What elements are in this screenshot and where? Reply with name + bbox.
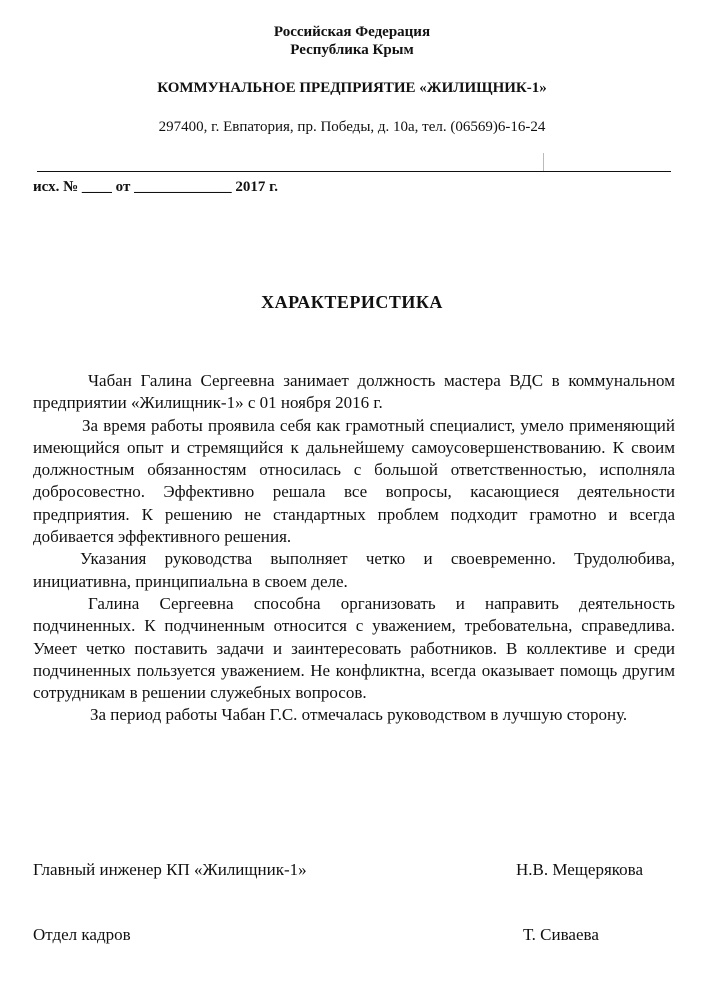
paragraph-conclusion: За период работы Чабан Г.С. отмечалась руководством в лучшую сторону. — [90, 705, 628, 725]
header-address: 297400, г. Евпатория, пр. Победы, д. 10а, тел. (06569)6-16-24 — [158, 119, 546, 135]
header-region: Республика Крым — [290, 42, 414, 58]
header-country: Российская Федерация — [273, 24, 431, 40]
signature-name: Т. Сиваева — [523, 925, 599, 944]
signature-name: Н.В. Мещерякова — [516, 860, 644, 879]
signature-position: Главный инженер КП «Жилищник-1» — [33, 860, 307, 879]
divider-tick-mark — [543, 153, 544, 171]
document-body — [33, 370, 675, 727]
header-organization: КОММУНАЛЬНОЕ ПРЕДПРИЯТИЕ «ЖИЛИЩНИК-1» — [157, 80, 547, 96]
outgoing-reference: исх. № ____ от _____________ 2017 г. — [33, 179, 278, 195]
paragraph-leadership: Галина Сергеевна способна организовать и направить деятельность подчиненных. К подчиненным относится с уважением, требовательна, справедлива. Умеет четко поставить задачи и заинтересовать работников. В коллективе и среди подчиненных пользуется уважением. Не конфликтна, всегда оказывает помощь другим сотрудникам в решении служебных вопросов. — [33, 593, 675, 703]
signature-position: Отдел кадров — [33, 925, 131, 944]
paragraph-diligence: Указания руководства выполняет четко и своевременно. Трудолюбива, инициативна, принципиальна в своем деле. — [33, 549, 675, 591]
paragraph-performance: За время работы проявила себя как грамотный специалист, умело применяющий имеющийся опыт и стремящийся к дальнейшему самоусовершенствованию. К своим должностным обязанностям относилась с большой ответственностью, исполняла добросовестно. Эффективно решала все вопросы, касающиеся деятельности предприятия. К решению не стандартных проблем подходит грамотно и всегда добивается эффективного решения. — [33, 415, 675, 547]
document-title: ХАРАКТЕРИСТИКА — [261, 292, 443, 312]
paragraph-position: Чабан Галина Сергеевна занимает должность мастера ВДС в коммунальном предприятии «Жилищник-1» с 01 ноября 2016 г. — [33, 371, 675, 413]
header-divider — [37, 171, 671, 172]
